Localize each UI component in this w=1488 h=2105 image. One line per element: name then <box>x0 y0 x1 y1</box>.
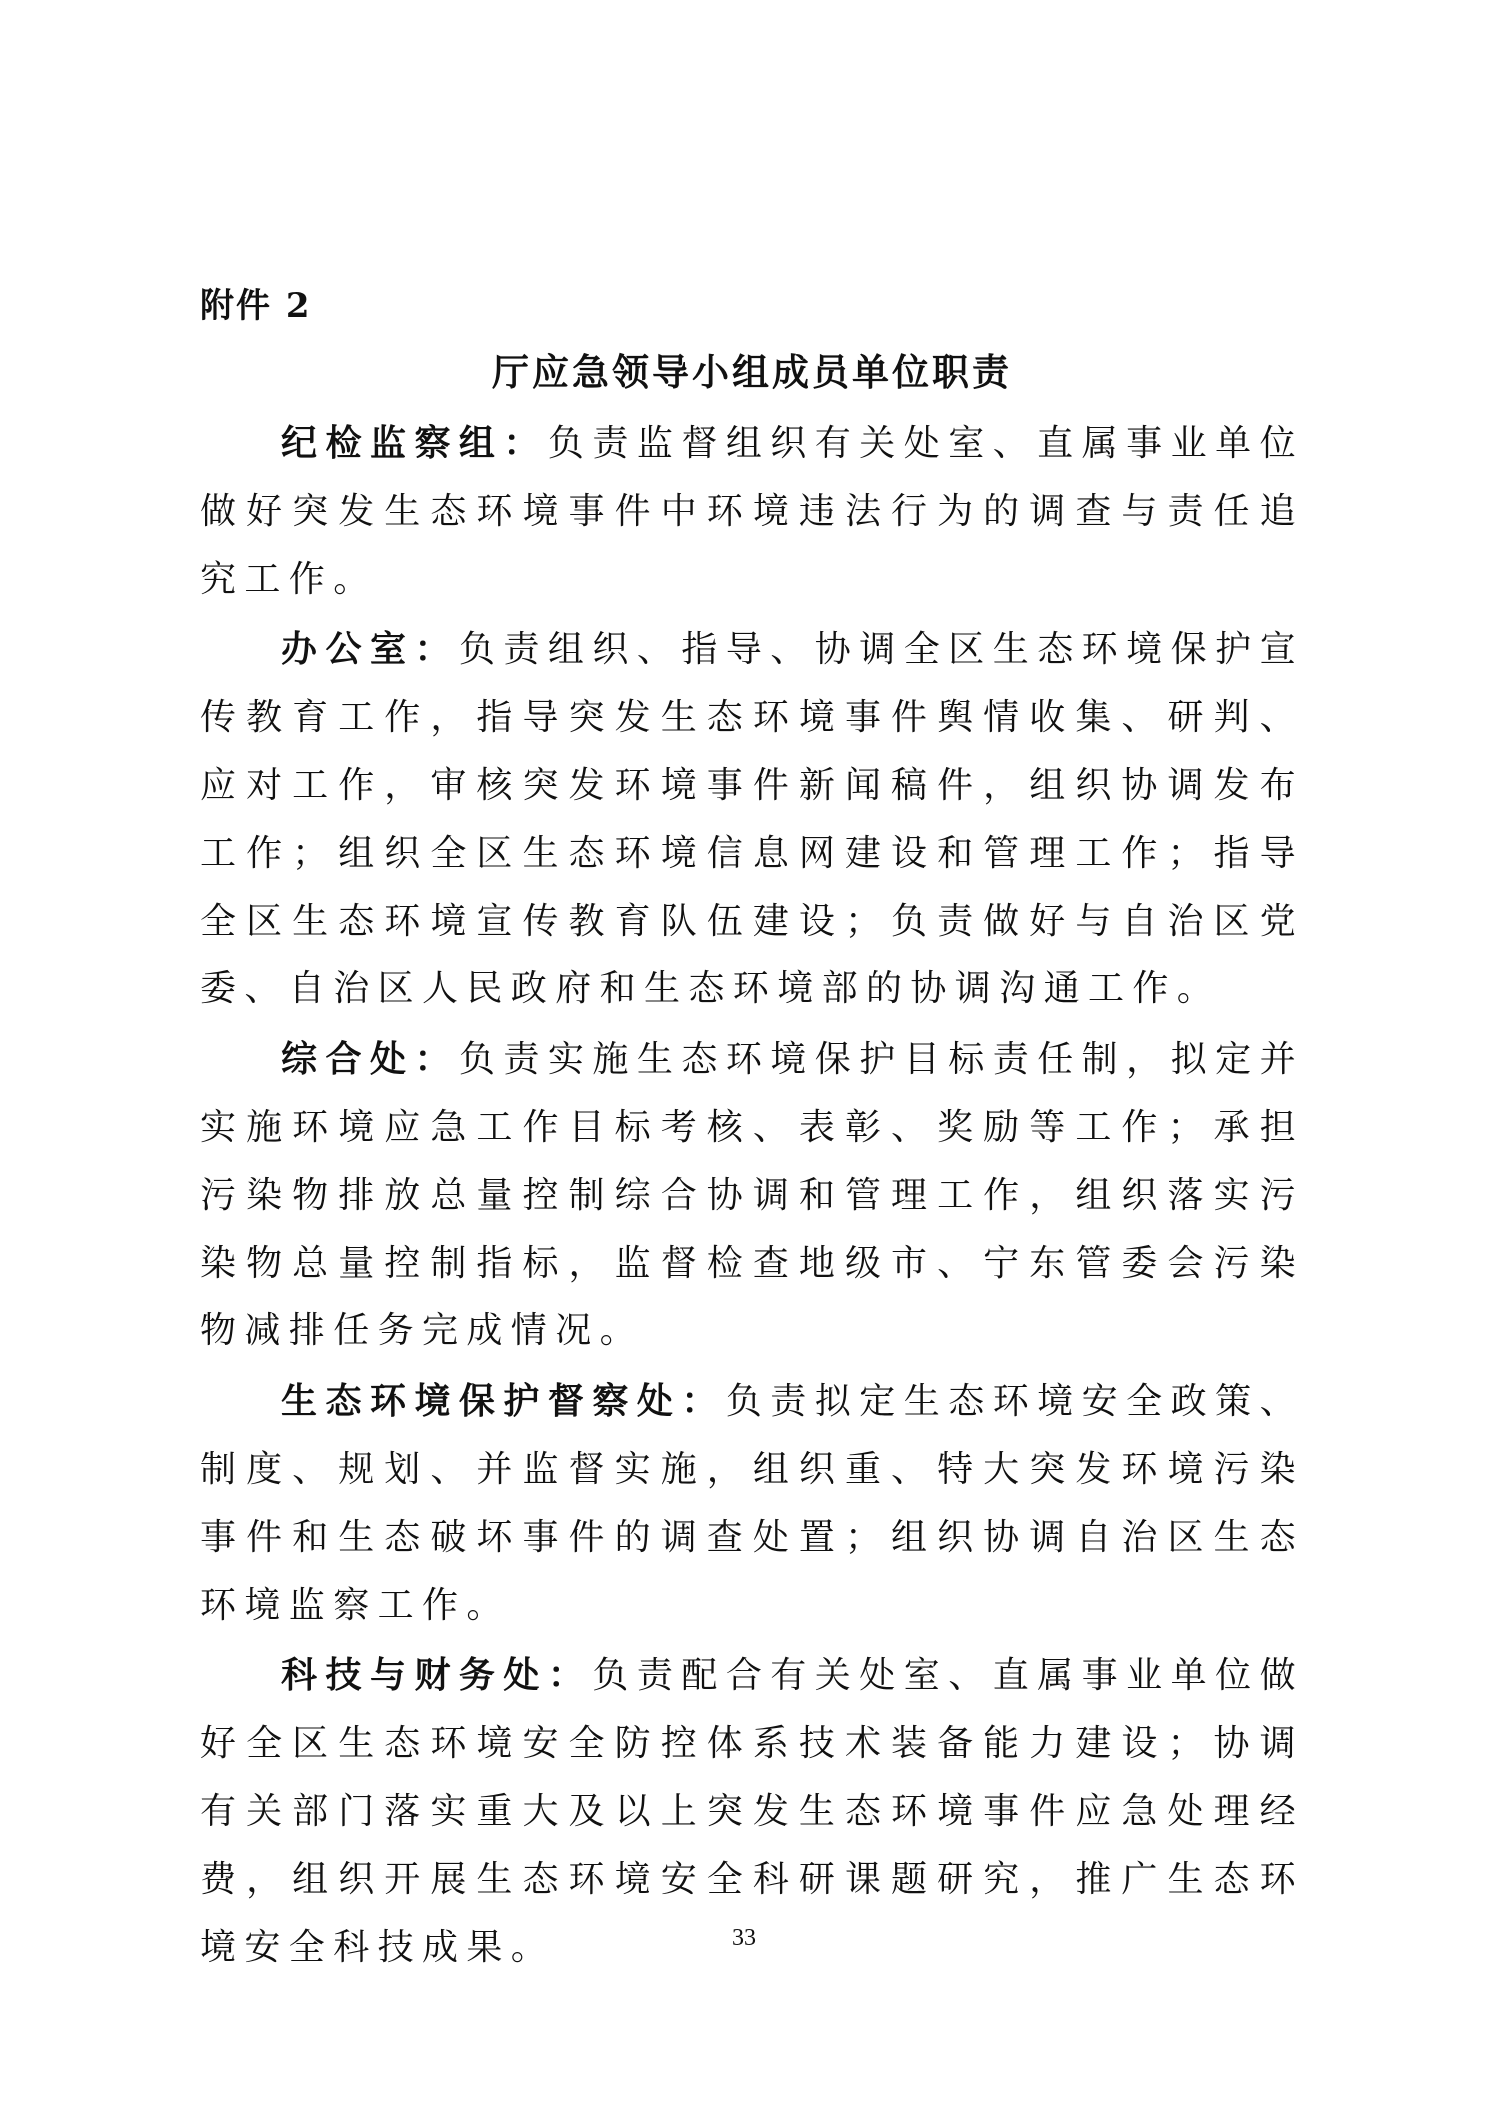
section-duty-text: 负责配合有关处室、直属事业单位做好全区生态环境安全防控体系技术装备能力建设；协调有关部门落实重大及以上突发生态环境事件应急处理经费，组织开展生态环境安全科研课题研究，推广生态环境安全科技成果。 <box>200 1655 1304 1968</box>
section-general-office <box>200 616 1304 1023</box>
section-duty-text: 负责实施生态环境保护目标责任制，拟定并实施环境应急工作目标考核、表彰、奖励等工作；承担污染物排放总量控制综合协调和管理工作，组织落实污染物总量控制指标，监督检查地级市、宁东管委会污染物减排任务完成情况。 <box>200 1039 1304 1352</box>
section-unit-name: 科技与财务处： <box>281 1654 593 1697</box>
section-discipline-inspection <box>200 410 1304 613</box>
section-duty-text: 负责监督组织有关处室、直属事业单位做好突发生态环境事件中环境违法行为的调查与责任追究工作。 <box>200 423 1304 600</box>
section-unit-name: 办公室： <box>281 628 459 671</box>
section-unit-name: 生态环境保护督察处： <box>281 1380 726 1423</box>
section-duty-text: 负责组织、指导、协调全区生态环境保护宣传教育工作，指导突发生态环境事件舆情收集、研判、应对工作，审核突发环境事件新闻稿件，组织协调发布工作；组织全区生态环境信息网建设和管理工作；指导全区生态环境宣传教育队伍建设；负责做好与自治区党委、自治区人民政府和生态环境部的协调沟通工作。 <box>200 629 1304 1010</box>
document-title: 厅应急领导小组成员单位职责 <box>492 350 1012 394</box>
document-body <box>200 410 1304 1984</box>
section-duty-text: 负责拟定生态环境安全政策、制度、规划、并监督实施，组织重、特大突发环境污染事件和生态破坏事件的调查处置；组织协调自治区生态环境监察工作。 <box>200 1381 1304 1626</box>
page-number: 33 <box>732 1925 756 1951</box>
section-unit-name: 综合处： <box>281 1038 459 1081</box>
attachment-label: 附件 2 <box>200 286 312 326</box>
section-unit-name: 纪检监察组： <box>281 422 548 464</box>
section-comprehensive-division <box>200 1026 1304 1365</box>
section-inspection-division <box>200 1368 1304 1639</box>
